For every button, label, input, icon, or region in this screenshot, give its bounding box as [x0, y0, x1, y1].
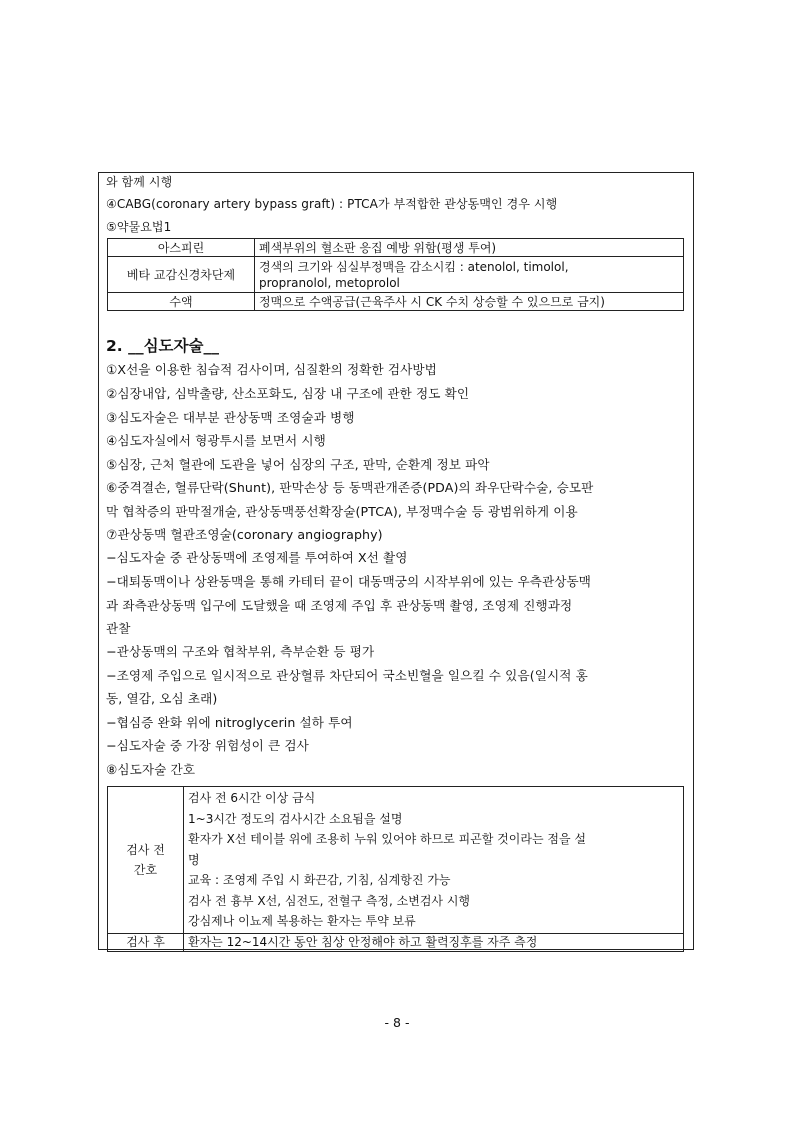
table-row: [108, 933, 684, 951]
intro-line: 와 함께 시행: [106, 175, 173, 189]
table-row: [108, 239, 684, 257]
body-line: ②심장내압, 심박출량, 산소포화도, 심장 내 구조에 관한 정도 확인: [106, 386, 470, 401]
after-label: 검사 후: [108, 933, 184, 951]
body-line: ⑦관상동맥 혈관조영술(coronary angiography): [106, 527, 383, 542]
table-row: [108, 257, 684, 293]
page-number: - 8 -: [384, 1015, 410, 1030]
care-table: [107, 786, 684, 952]
body-line: −협심증 완화 위에 nitroglycerin 설하 투여: [106, 715, 353, 730]
table-row: [108, 787, 684, 934]
body-line: ⑧심도자술 간호: [106, 762, 196, 777]
list-item: 명: [188, 852, 200, 867]
body-line: ⑥중격결손, 혈류단락(Shunt), 판막손상 등 동맥관개존증(PDA)의 좌우단락수술, 승모판: [106, 480, 594, 495]
before-label: 검사 전 간호: [108, 787, 184, 934]
body-line: 관찰: [106, 621, 131, 636]
body-line: ③심도자술은 대부분 관상동맥 조영술과 병행: [106, 410, 355, 425]
body-line: −심도자술 중 가장 위험성이 큰 검사: [106, 738, 309, 753]
list-item: 교육 : 조영제 주입 시 화끈감, 기침, 심계항진 가능: [188, 873, 451, 887]
drug-name: 베타 교감신경차단제: [108, 257, 255, 293]
body-line: −조영제 주입으로 일시적으로 관상혈류 차단되어 국소빈혈을 일으킬 수 있음(일시적 홍: [106, 668, 588, 683]
body-line: 동, 열감, 오심 초래): [106, 691, 218, 706]
after-text: 환자는 12~14시간 동안 침상 안정해야 하고 활력징후를 자주 측정: [184, 933, 684, 951]
body-line: −대퇴동맥이나 상완동맥을 통해 카테터 끝이 대동맥궁의 시작부위에 있는 우측관상동맥: [106, 574, 592, 589]
drug-name: 아스피린: [108, 239, 255, 257]
body-line: 막 협착증의 판막절개술, 관상동맥풍선확장술(PTCA), 부정맥수술 등 광범위하게 이용: [106, 504, 578, 519]
intro-line: ⑤약물요법1: [106, 220, 172, 234]
drug-desc: 정맥으로 수액공급(근육주사 시 CK 수치 상승할 수 있으므로 금지): [255, 293, 684, 311]
drug-table: [107, 238, 684, 311]
body-line: 과 좌측관상동맥 입구에 도달했을 때 조영제 주입 후 관상동맥 촬영, 조영제 진행과정: [106, 598, 573, 613]
body-line: −관상동맥의 구조와 협착부위, 측부순환 등 평가: [106, 644, 375, 659]
drug-name: 수액: [108, 293, 255, 311]
table-row: [108, 293, 684, 311]
body-line: ⑤심장, 근처 혈관에 도관을 넣어 심장의 구조, 판막, 순환계 정보 파악: [106, 457, 490, 472]
drug-desc: 폐색부위의 혈소판 응집 예방 위함(평생 투여): [255, 239, 684, 257]
body-line: ④심도자실에서 형광투시를 보면서 시행: [106, 433, 326, 448]
drug-desc: propranolol, metoprolol: [259, 275, 400, 290]
body-line: −심도자술 중 관상동맥에 조영제를 투여하여 X선 촬영: [106, 550, 408, 565]
body-line: ①X선을 이용한 침습적 검사이며, 심질환의 정확한 검사방법: [106, 362, 437, 377]
list-item: 강심제나 이뇨제 복용하는 환자는 투약 보류: [188, 914, 416, 928]
before-items: [184, 787, 684, 934]
list-item: 검사 전 흉부 X선, 심전도, 전혈구 측정, 소변검사 시행: [188, 893, 471, 908]
intro-line: ④CABG(coronary artery bypass graft) : PTCA가 부적합한 관상동맥인 경우 시행: [106, 197, 558, 211]
list-item: 환자가 X선 테이블 위에 조용히 누워 있어야 하므로 피곤할 것이라는 점을 설: [188, 832, 586, 846]
section-title: 2. __심도자술__: [106, 337, 219, 355]
list-item: 1~3시간 정도의 검사시간 소요됨을 설명: [188, 811, 403, 826]
list-item: 검사 전 6시간 이상 금식: [188, 791, 316, 805]
drug-desc: 경색의 크기와 심실부정맥을 감소시킴 : atenolol, timolol,: [259, 259, 569, 274]
